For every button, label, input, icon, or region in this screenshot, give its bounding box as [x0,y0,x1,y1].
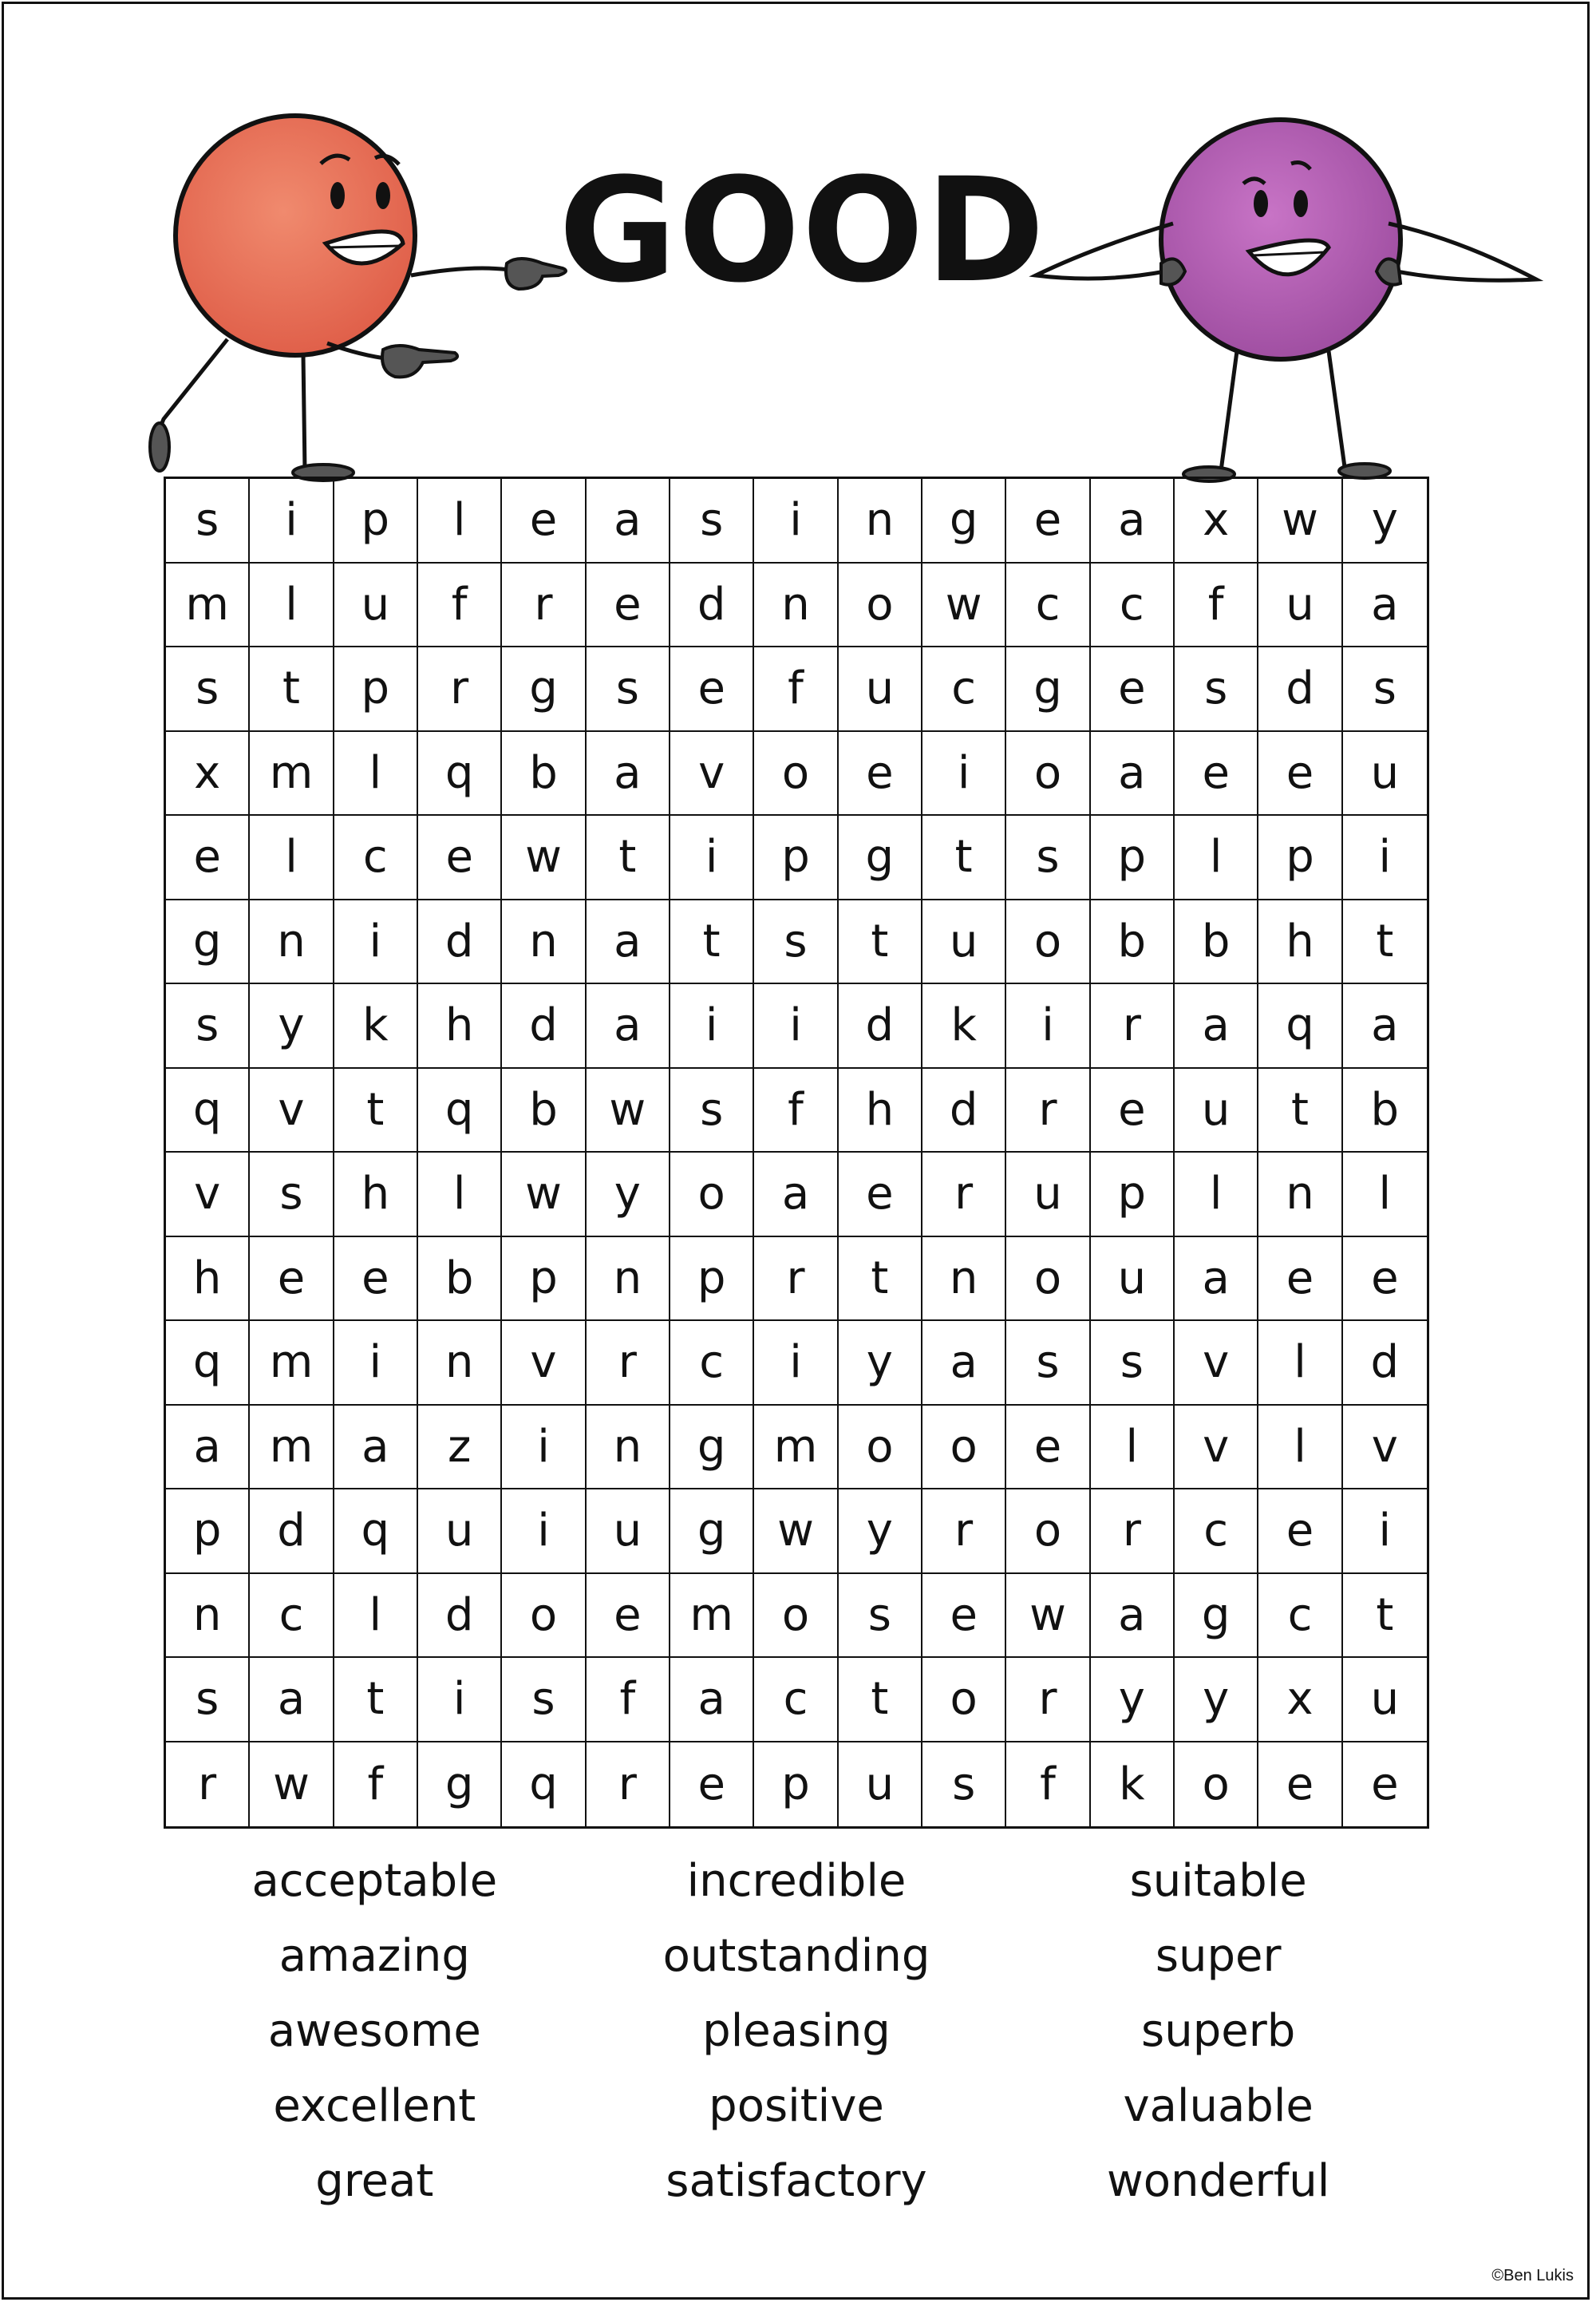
grid-cell[interactable]: r [1006,1658,1090,1742]
grid-cell[interactable]: t [839,1658,922,1742]
grid-cell[interactable]: i [1343,816,1427,900]
grid-cell[interactable]: y [839,1489,922,1574]
grid-cell[interactable]: i [250,479,334,564]
grid-cell[interactable]: z [418,1406,502,1490]
grid-cell[interactable]: p [754,1742,838,1827]
grid-cell[interactable]: n [754,564,838,648]
grid-cell[interactable]: s [166,479,250,564]
grid-cell[interactable]: l [1175,816,1258,900]
grid-cell[interactable]: y [250,984,334,1069]
word-list-item: super [1155,1930,1282,1982]
grid-cell[interactable]: o [1006,1237,1090,1322]
grid-cell[interactable]: u [1091,1237,1175,1322]
grid-cell[interactable]: q [502,1742,586,1827]
grid-cell[interactable]: q [418,1069,502,1153]
grid-cell[interactable]: a [1175,1237,1258,1322]
grid-cell[interactable]: l [418,479,502,564]
grid-cell[interactable]: t [250,647,334,732]
grid-cell[interactable]: o [1006,900,1090,985]
grid-cell[interactable]: p [502,1237,586,1322]
grid-cell[interactable]: g [839,816,922,900]
grid-cell[interactable]: w [1006,1574,1090,1659]
purple-ball-character [1005,112,1564,487]
grid-cell[interactable]: a [334,1406,418,1490]
grid-cell[interactable]: e [587,1574,670,1659]
grid-cell[interactable]: b [1343,1069,1427,1153]
grid-cell[interactable]: e [670,1742,754,1827]
word-list-item: great [315,2155,434,2207]
grid-cell[interactable]: p [670,1237,754,1322]
word-list-item: incredible [686,1855,907,1907]
grid-cell[interactable]: v [1175,1406,1258,1490]
grid-cell[interactable]: a [1091,732,1175,817]
grid-cell[interactable]: q [166,1321,250,1406]
grid-cell[interactable]: o [1006,732,1090,817]
grid-cell[interactable]: n [166,1574,250,1659]
grid-cell[interactable]: u [1343,732,1427,817]
grid-cell[interactable]: h [418,984,502,1069]
grid-cell[interactable]: o [754,1574,838,1659]
grid-cell[interactable]: l [1258,1406,1342,1490]
grid-cell[interactable]: u [1258,564,1342,648]
grid-cell[interactable]: t [922,816,1006,900]
grid-cell[interactable]: t [839,900,922,985]
grid-cell[interactable]: o [839,564,922,648]
grid-cell[interactable]: q [334,1489,418,1574]
word-list-item: pleasing [702,2005,891,2057]
grid-cell[interactable]: y [839,1321,922,1406]
page-title: GOOD [559,148,1047,314]
grid-cell[interactable]: h [839,1069,922,1153]
grid-cell[interactable]: n [839,479,922,564]
grid-cell[interactable]: c [250,1574,334,1659]
grid-cell[interactable]: r [166,1742,250,1827]
grid-cell[interactable]: g [1006,647,1090,732]
grid-cell[interactable]: p [1091,1153,1175,1237]
grid-cell[interactable]: d [250,1489,334,1574]
grid-cell[interactable]: e [1175,732,1258,817]
grid-cell[interactable]: c [922,647,1006,732]
grid-cell[interactable]: g [670,1489,754,1574]
grid-cell[interactable]: a [1343,564,1427,648]
word-list-item: valuable [1123,2080,1314,2132]
grid-cell[interactable]: e [1258,1489,1342,1574]
grid-cell[interactable]: m [670,1574,754,1659]
grid-cell[interactable]: m [250,1321,334,1406]
grid-cell[interactable]: i [502,1406,586,1490]
grid-cell[interactable]: e [1258,732,1342,817]
grid-cell[interactable]: e [587,564,670,648]
grid-cell[interactable]: e [1258,1237,1342,1322]
grid-cell[interactable]: x [1175,479,1258,564]
grid-cell[interactable]: r [922,1153,1006,1237]
grid-cell[interactable]: o [922,1658,1006,1742]
word-list-column [586,1844,1008,2227]
grid-cell[interactable]: g [418,1742,502,1827]
grid-cell[interactable]: c [1006,564,1090,648]
grid-cell[interactable]: l [1343,1153,1427,1237]
grid-cell[interactable]: n [922,1237,1006,1322]
word-list-item: suitable [1129,1855,1307,1907]
grid-cell[interactable]: k [334,984,418,1069]
grid-cell[interactable]: k [1091,1742,1175,1827]
grid-cell[interactable]: p [1258,816,1342,900]
grid-cell[interactable]: u [1343,1658,1427,1742]
grid-cell[interactable]: s [1343,647,1427,732]
grid-cell[interactable]: w [502,1153,586,1237]
grid-cell[interactable]: u [922,900,1006,985]
grid-cell[interactable]: i [754,984,838,1069]
grid-cell[interactable]: e [922,1574,1006,1659]
grid-cell[interactable]: i [670,984,754,1069]
grid-cell[interactable]: m [166,564,250,648]
grid-cell[interactable]: s [670,479,754,564]
grid-cell[interactable]: u [1175,1069,1258,1153]
grid-cell[interactable]: s [587,647,670,732]
word-list-item: amazing [279,1930,470,1982]
grid-cell[interactable]: i [754,479,838,564]
grid-cell[interactable]: i [670,816,754,900]
grid-cell[interactable]: r [502,564,586,648]
grid-cell[interactable]: i [754,1321,838,1406]
grid-cell[interactable]: b [1175,900,1258,985]
grid-cell[interactable]: m [250,1406,334,1490]
grid-cell[interactable]: d [922,1069,1006,1153]
grid-cell[interactable]: n [1258,1153,1342,1237]
grid-cell[interactable]: o [670,1153,754,1237]
grid-cell[interactable]: c [670,1321,754,1406]
grid-cell[interactable]: w [502,816,586,900]
grid-cell[interactable]: u [839,1742,922,1827]
grid-cell[interactable]: a [1343,984,1427,1069]
grid-cell[interactable]: l [1258,1321,1342,1406]
grid-cell[interactable]: x [166,732,250,817]
grid-cell[interactable]: s [166,647,250,732]
grid-cell[interactable]: s [922,1742,1006,1827]
grid-cell[interactable]: w [754,1489,838,1574]
grid-cell[interactable]: s [1175,647,1258,732]
grid-cell[interactable]: a [587,732,670,817]
grid-cell[interactable]: b [502,1069,586,1153]
grid-cell[interactable]: t [1258,1069,1342,1153]
grid-cell[interactable]: s [250,1153,334,1237]
grid-cell[interactable]: s [1006,1321,1090,1406]
grid-cell[interactable]: d [839,984,922,1069]
grid-cell[interactable]: s [1091,1321,1175,1406]
word-list-item: excellent [273,2080,476,2132]
word-list-item: satisfactory [666,2155,927,2207]
grid-cell[interactable]: d [418,1574,502,1659]
grid-cell[interactable]: s [166,1658,250,1742]
orange-ball-character [144,112,591,487]
grid-cell[interactable]: f [1175,564,1258,648]
grid-cell[interactable]: t [839,1237,922,1322]
grid-cell[interactable]: u [418,1489,502,1574]
grid-cell[interactable]: t [587,816,670,900]
grid-cell[interactable]: c [334,816,418,900]
grid-cell[interactable]: i [1343,1489,1427,1574]
grid-cell[interactable]: e [1006,479,1090,564]
grid-cell[interactable]: n [587,1406,670,1490]
grid-cell[interactable]: w [1258,479,1342,564]
grid-cell[interactable]: w [587,1069,670,1153]
grid-cell[interactable]: l [1175,1153,1258,1237]
grid-cell[interactable]: u [334,564,418,648]
grid-cell[interactable]: g [166,900,250,985]
grid-cell[interactable]: d [502,984,586,1069]
grid-cell[interactable]: r [418,647,502,732]
grid-cell[interactable]: v [670,732,754,817]
grid-cell[interactable]: v [1175,1321,1258,1406]
grid-cell[interactable]: o [1006,1489,1090,1574]
grid-cell[interactable]: l [334,732,418,817]
grid-cell[interactable]: l [418,1153,502,1237]
grid-cell[interactable]: r [587,1742,670,1827]
grid-cell[interactable]: a [922,1321,1006,1406]
grid-cell[interactable]: t [670,900,754,985]
grid-cell[interactable]: g [502,647,586,732]
grid-cell[interactable]: e [502,479,586,564]
grid-cell[interactable]: n [250,900,334,985]
word-list-item: wonderful [1106,2155,1330,2207]
grid-cell[interactable]: f [1006,1742,1090,1827]
grid-cell[interactable]: l [250,816,334,900]
grid-cell[interactable]: e [250,1237,334,1322]
grid-cell[interactable]: x [1258,1658,1342,1742]
grid-cell[interactable]: l [250,564,334,648]
grid-cell[interactable]: d [1258,647,1342,732]
grid-cell[interactable]: e [334,1237,418,1322]
grid-cell[interactable]: i [922,732,1006,817]
grid-cell[interactable]: w [250,1742,334,1827]
grid-cell[interactable]: f [418,564,502,648]
grid-cell[interactable]: i [1006,984,1090,1069]
grid-cell[interactable]: v [1343,1406,1427,1490]
grid-cell[interactable]: a [754,1153,838,1237]
grid-cell[interactable]: i [502,1489,586,1574]
grid-cell[interactable]: f [587,1658,670,1742]
grid-cell[interactable]: f [754,1069,838,1153]
grid-cell[interactable]: a [250,1658,334,1742]
grid-cell[interactable]: o [502,1574,586,1659]
grid-cell[interactable]: f [334,1742,418,1827]
grid-cell[interactable]: w [922,564,1006,648]
grid-cell[interactable]: e [418,816,502,900]
grid-cell[interactable]: n [418,1321,502,1406]
grid-cell[interactable]: v [166,1153,250,1237]
grid-cell[interactable]: p [166,1489,250,1574]
grid-cell[interactable]: e [1371,1758,1399,1810]
grid-cell[interactable]: s [754,900,838,985]
grid-cell[interactable]: e [839,1153,922,1237]
word-list-item: acceptable [251,1855,498,1907]
grid-cell[interactable]: e [1258,1742,1342,1827]
grid-cell[interactable]: t [1343,1574,1427,1659]
grid-cell[interactable]: m [250,732,334,817]
grid-cell[interactable]: a [587,479,670,564]
word-list-item: outstanding [662,1930,930,1982]
grid-cell[interactable]: i [334,1321,418,1406]
grid-cell[interactable]: u [587,1489,670,1574]
word-list-column [1007,1844,1429,2227]
grid-cell[interactable]: p [334,647,418,732]
grid-cell[interactable]: a [166,1406,250,1490]
grid-cell[interactable]: g [922,479,1006,564]
grid-cell[interactable]: r [1006,1069,1090,1153]
grid-cell[interactable]: p [334,479,418,564]
grid-cell[interactable]: u [1006,1153,1090,1237]
grid-cell[interactable]: l [334,1574,418,1659]
grid-cell[interactable]: a [1091,1574,1175,1659]
grid-cell[interactable]: c [1091,564,1175,648]
grid-cell[interactable]: t [334,1658,418,1742]
grid-cell[interactable]: r [587,1321,670,1406]
grid-cell[interactable]: e [1343,1237,1427,1322]
grid-cell[interactable]: s [839,1574,922,1659]
grid-cell[interactable]: l [1091,1406,1175,1490]
word-list [164,1844,1429,2227]
grid-cell[interactable]: d [670,564,754,648]
grid-cell[interactable]: e [670,647,754,732]
grid-cell[interactable]: g [670,1406,754,1490]
grid-cell[interactable]: n [587,1237,670,1322]
grid-cell[interactable]: p [754,816,838,900]
grid-cell[interactable]: r [1091,984,1175,1069]
copyright-credit: ©Ben Lukis [1491,2267,1574,2284]
grid-cell[interactable]: e [1091,1069,1175,1153]
grid-cell[interactable]: y [1343,479,1427,564]
grid-cell[interactable]: y [587,1153,670,1237]
grid-cell[interactable]: h [1258,900,1342,985]
grid-cell[interactable]: o [839,1406,922,1490]
grid-cell[interactable]: s [670,1069,754,1153]
grid-cell[interactable]: v [502,1321,586,1406]
word-list-column [164,1844,586,2227]
grid-cell[interactable]: s [166,984,250,1069]
grid-cell[interactable]: m [754,1406,838,1490]
grid-cell[interactable]: p [1091,816,1175,900]
word-list-item: positive [709,2080,884,2132]
grid-cell[interactable]: r [922,1489,1006,1574]
word-search-grid [164,477,1429,1829]
grid-cell[interactable]: t [334,1069,418,1153]
grid-cell[interactable]: u [839,647,922,732]
grid-cell[interactable]: i [334,900,418,985]
grid-cell[interactable]: r [1091,1489,1175,1574]
word-list-item: superb [1141,2005,1296,2057]
grid-cell[interactable]: a [587,984,670,1069]
grid-cell[interactable]: e [839,732,922,817]
grid-cell[interactable]: e [1091,647,1175,732]
grid-cell[interactable]: y [1175,1658,1258,1742]
grid-cell[interactable]: h [166,1237,250,1322]
grid-cell[interactable]: d [418,900,502,985]
grid-cell[interactable]: q [166,1069,250,1153]
grid-cell[interactable]: c [1175,1489,1258,1574]
grid-cell[interactable]: r [754,1237,838,1322]
grid-cell[interactable]: o [922,1406,1006,1490]
grid-cell[interactable]: d [1343,1321,1427,1406]
grid-cell[interactable]: s [1006,816,1090,900]
grid-cell[interactable]: o [1175,1742,1258,1827]
grid-cell[interactable]: a [587,900,670,985]
grid-cell[interactable]: q [418,732,502,817]
grid-cell[interactable]: i [418,1658,502,1742]
grid-cell[interactable]: b [418,1237,502,1322]
grid-cell[interactable]: g [1175,1574,1258,1659]
grid-cell[interactable]: a [1175,984,1258,1069]
grid-cell[interactable]: t [1343,900,1427,985]
grid-cell[interactable]: c [754,1658,838,1742]
grid-cell[interactable]: y [1091,1658,1175,1742]
grid-cell[interactable]: e [1006,1406,1090,1490]
grid-cell[interactable]: a [670,1658,754,1742]
grid-cell[interactable]: v [250,1069,334,1153]
grid-cell[interactable]: q [1258,984,1342,1069]
grid-cell[interactable]: h [334,1153,418,1237]
grid-cell[interactable]: k [922,984,1006,1069]
grid-cell[interactable]: n [502,900,586,985]
grid-cell[interactable]: o [754,732,838,817]
grid-cell[interactable]: f [754,647,838,732]
word-list-item: awesome [267,2005,481,2057]
grid-cell[interactable]: s [502,1658,586,1742]
grid-cell[interactable]: a [1091,479,1175,564]
grid-cell[interactable]: b [502,732,586,817]
grid-cell[interactable]: e [166,816,250,900]
grid-cell[interactable]: b [1091,900,1175,985]
grid-cell[interactable]: c [1258,1574,1342,1659]
